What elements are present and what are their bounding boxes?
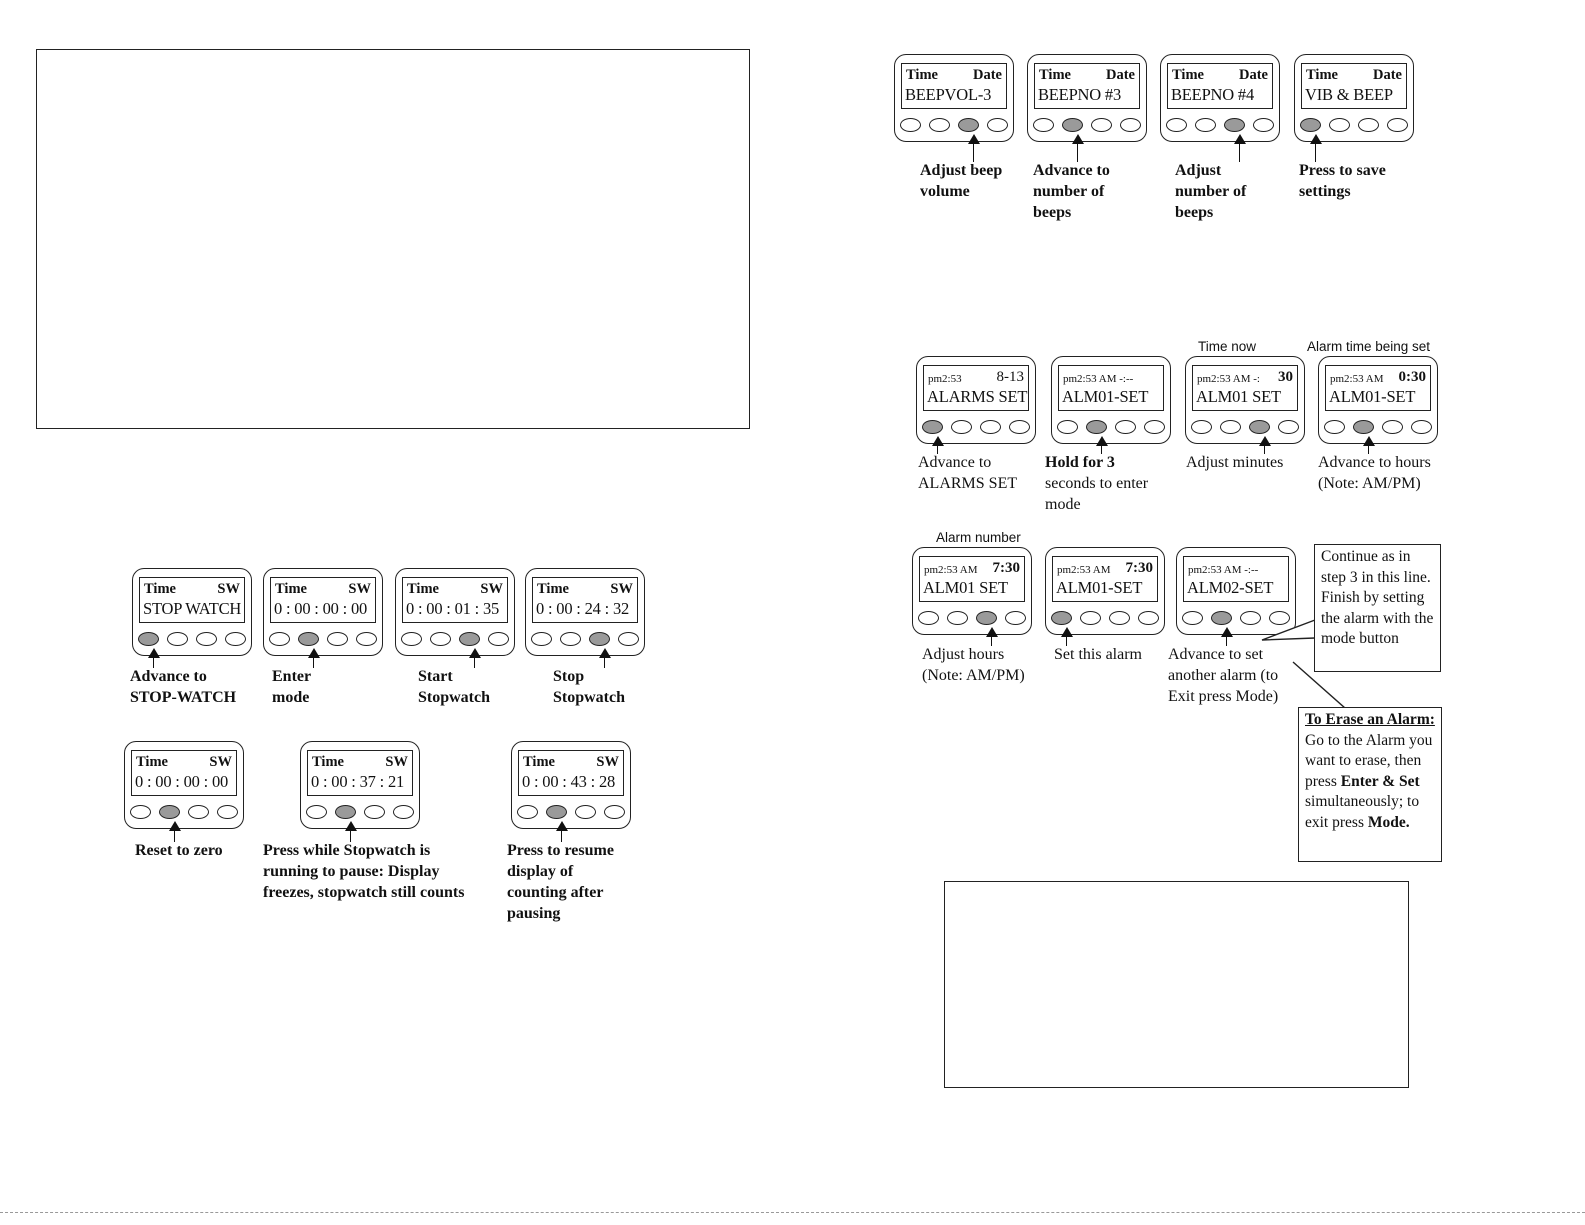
step-caption: Advance to STOP-WATCH xyxy=(130,668,237,706)
pointer-stem xyxy=(313,657,315,668)
lcd-top-left: Time xyxy=(312,754,344,770)
lcd-main-text: 0 : 00 : 43 : 28 xyxy=(522,772,616,791)
watch-button-4 xyxy=(1253,118,1274,132)
lcd-top-left: Time xyxy=(1306,67,1338,83)
lcd-top-left: pm2:53 AM -: xyxy=(1197,373,1260,385)
watch-display xyxy=(1160,54,1280,142)
lcd-top-right: SW xyxy=(385,754,408,770)
watch-button-1 xyxy=(1182,611,1203,625)
watch-button-4 xyxy=(618,632,639,646)
watch-display xyxy=(1176,547,1296,635)
watch-button-3 xyxy=(1358,118,1379,132)
watch-button-4 xyxy=(1387,118,1408,132)
watch-display xyxy=(395,568,515,656)
note-erase-mode: Mode. xyxy=(1367,813,1410,831)
lcd-screen xyxy=(901,63,1007,109)
lcd-main-text: 0 : 00 : 00 : 00 xyxy=(274,599,368,618)
blank-frame-bottom-right xyxy=(944,881,1409,1088)
watch-button-2 xyxy=(929,118,950,132)
note-erase-enter-set: Enter & Set xyxy=(1340,772,1420,790)
lcd-top-left: Time xyxy=(1039,67,1071,83)
lcd-top-left: pm2:53 xyxy=(928,373,962,385)
watch-button-3 xyxy=(1115,420,1136,434)
watch-button-1 xyxy=(1057,420,1078,434)
watch-button-4 xyxy=(393,805,414,819)
watch-button-4 xyxy=(1144,420,1165,434)
lcd-top-left: pm2:53 AM xyxy=(1330,373,1384,385)
watch-button-2 xyxy=(1220,420,1241,434)
lcd-top-right: SW xyxy=(217,581,240,597)
lcd-top-left: Time xyxy=(144,581,176,597)
lcd-main-text: 0 : 00 : 00 : 00 xyxy=(135,772,229,791)
lcd-top-left: pm2:53 AM -:-- xyxy=(1063,373,1134,385)
lcd-screen xyxy=(532,577,638,623)
lcd-top-left: pm2:53 AM xyxy=(924,564,978,576)
lcd-main-text: 0 : 00 : 24 : 32 xyxy=(536,599,630,618)
lcd-top-left: Time xyxy=(906,67,938,83)
lcd-screen xyxy=(1052,556,1158,602)
watch-button-3 xyxy=(196,632,217,646)
lcd-top-right: 7:30 xyxy=(1125,560,1153,576)
watch-button-2 xyxy=(298,632,319,646)
lcd-top-left: pm2:53 AM -:-- xyxy=(1188,564,1259,576)
lcd-main-text: VIB & BEEP xyxy=(1305,85,1393,104)
lcd-top-right: SW xyxy=(596,754,619,770)
lcd-top-right: 0:30 xyxy=(1398,369,1426,385)
watch-display xyxy=(1051,356,1171,444)
lcd-screen xyxy=(402,577,508,623)
watch-button-1 xyxy=(517,805,538,819)
lcd-top-right: 8-13 xyxy=(996,369,1024,385)
watch-button-4 xyxy=(1005,611,1026,625)
lcd-main-text: 0 : 00 : 01 : 35 xyxy=(406,599,500,618)
watch-button-4 xyxy=(225,632,246,646)
watch-button-4 xyxy=(1138,611,1159,625)
lcd-screen xyxy=(1325,365,1431,411)
watch-button-3 xyxy=(1249,420,1270,434)
lcd-top-left: pm2:53 AM xyxy=(1057,564,1111,576)
lcd-main-text: BEEPNO #3 xyxy=(1038,85,1121,104)
watch-button-2 xyxy=(1353,420,1374,434)
step-caption: Adjust minutes xyxy=(1186,454,1284,471)
step-caption: Press to save settings xyxy=(1299,162,1386,200)
lcd-top-right: SW xyxy=(209,754,232,770)
watch-button-4 xyxy=(1269,611,1290,625)
lcd-top-right: SW xyxy=(480,581,503,597)
watch-button-1 xyxy=(918,611,939,625)
watch-display xyxy=(124,741,244,829)
watch-button-3 xyxy=(1091,118,1112,132)
watch-button-2 xyxy=(546,805,567,819)
lcd-top-right: SW xyxy=(610,581,633,597)
lcd-main-text: ALM02-SET xyxy=(1187,578,1274,597)
watch-button-3 xyxy=(976,611,997,625)
watch-display xyxy=(1045,547,1165,635)
watch-button-3 xyxy=(1240,611,1261,625)
lcd-top-right: Date xyxy=(1239,67,1268,83)
step-caption: Hold for 3 seconds to enter mode xyxy=(1045,454,1149,513)
step-caption: Press while Stopwatch is running to pause: Display freezes, stopwatch still counts xyxy=(263,842,465,901)
blank-frame-top-left xyxy=(36,49,750,429)
watch-button-2 xyxy=(1086,420,1107,434)
lcd-top-right: Date xyxy=(973,67,1002,83)
watch-button-2 xyxy=(951,420,972,434)
lcd-top-right: SW xyxy=(348,581,371,597)
watch-button-2 xyxy=(167,632,188,646)
lcd-main-text: BEEPNO #4 xyxy=(1171,85,1254,104)
step-caption: Advance to number of beeps xyxy=(1033,162,1110,221)
watch-display xyxy=(1318,356,1438,444)
watch-display xyxy=(1027,54,1147,142)
label-time-now: Time now xyxy=(1198,339,1257,354)
watch-button-1 xyxy=(900,118,921,132)
lcd-main-text: ALM01-SET xyxy=(1056,578,1143,597)
watch-display xyxy=(1294,54,1414,142)
step-caption: Advance to ALARMS SET xyxy=(918,454,1018,492)
watch-button-2 xyxy=(1062,118,1083,132)
lcd-screen xyxy=(131,750,237,796)
watch-button-2 xyxy=(947,611,968,625)
lcd-top-left: Time xyxy=(1172,67,1204,83)
watch-button-1 xyxy=(922,420,943,434)
watch-button-3 xyxy=(1224,118,1245,132)
lcd-screen xyxy=(1192,365,1298,411)
watch-button-1 xyxy=(306,805,327,819)
watch-button-2 xyxy=(159,805,180,819)
watch-button-1 xyxy=(1033,118,1054,132)
lcd-top-left: Time xyxy=(275,581,307,597)
lcd-screen xyxy=(923,365,1029,411)
step-caption: Stop Stopwatch xyxy=(553,668,626,706)
step-caption: Set this alarm xyxy=(1054,646,1142,663)
lcd-screen xyxy=(1034,63,1140,109)
watch-button-3 xyxy=(575,805,596,819)
watch-button-1 xyxy=(138,632,159,646)
note-erase-text-1: Go to the Alarm you want to erase, then press xyxy=(1305,731,1433,790)
note-erase-alarm xyxy=(1298,707,1442,862)
lcd-screen xyxy=(1183,556,1289,602)
watch-button-1 xyxy=(401,632,422,646)
watch-button-1 xyxy=(1324,420,1345,434)
lcd-top-left: Time xyxy=(407,581,439,597)
watch-button-1 xyxy=(531,632,552,646)
lcd-main-text: ALM01-SET xyxy=(1329,387,1416,406)
lcd-screen xyxy=(1301,63,1407,109)
watch-button-1 xyxy=(1166,118,1187,132)
label-alarm-number: Alarm number xyxy=(936,530,1021,545)
step-caption: Adjust beep volume xyxy=(920,162,1003,200)
lcd-top-right: 30 xyxy=(1278,369,1293,385)
watch-button-4 xyxy=(356,632,377,646)
lcd-main-text: STOP WATCH xyxy=(143,599,242,618)
watch-button-3 xyxy=(327,632,348,646)
watch-display xyxy=(132,568,252,656)
step-caption: Adjust hours (Note: AM/PM) xyxy=(922,646,1025,684)
note-continue: Continue as in step 3 in this line. Finish by setting the alarm with the mode button xyxy=(1314,544,1441,672)
watch-button-2 xyxy=(335,805,356,819)
lcd-screen xyxy=(1058,365,1164,411)
step-caption: Advance to hours (Note: AM/PM) xyxy=(1318,454,1431,492)
watch-display xyxy=(511,741,631,829)
watch-display xyxy=(263,568,383,656)
watch-button-4 xyxy=(987,118,1008,132)
lcd-screen xyxy=(270,577,376,623)
watch-button-1 xyxy=(1300,118,1321,132)
watch-display xyxy=(1185,356,1305,444)
note-erase-title: To Erase an Alarm: xyxy=(1305,711,1435,728)
watch-button-2 xyxy=(560,632,581,646)
lcd-main-text: ALM01 SET xyxy=(1196,387,1281,406)
lcd-screen xyxy=(919,556,1025,602)
step-caption: Enter mode xyxy=(272,668,312,706)
step-caption: Advance to set another alarm (to Exit press Mode) xyxy=(1168,646,1279,705)
watch-button-4 xyxy=(1009,420,1030,434)
lcd-top-left: Time xyxy=(537,581,569,597)
lcd-main-text: 0 : 00 : 37 : 21 xyxy=(311,772,405,791)
watch-button-4 xyxy=(1120,118,1141,132)
watch-button-3 xyxy=(980,420,1001,434)
watch-button-4 xyxy=(604,805,625,819)
note-erase-text-2: simultaneously; to exit press xyxy=(1305,793,1420,831)
lcd-top-right: Date xyxy=(1106,67,1135,83)
watch-display xyxy=(916,356,1036,444)
watch-button-3 xyxy=(958,118,979,132)
watch-display xyxy=(912,547,1032,635)
lcd-main-text: ALM01-SET xyxy=(1062,387,1149,406)
watch-button-4 xyxy=(1411,420,1432,434)
watch-button-3 xyxy=(589,632,610,646)
watch-button-4 xyxy=(1278,420,1299,434)
step-caption: Start Stopwatch xyxy=(418,668,491,706)
watch-button-1 xyxy=(130,805,151,819)
lcd-main-text: ALARMS SET xyxy=(927,387,1028,406)
watch-button-2 xyxy=(1329,118,1350,132)
lcd-main-text: ALM01 SET xyxy=(923,578,1008,597)
lcd-screen xyxy=(1167,63,1273,109)
step-caption: Adjust number of beeps xyxy=(1175,162,1247,221)
step-caption: Reset to zero xyxy=(135,842,223,859)
lcd-screen xyxy=(307,750,413,796)
watch-button-3 xyxy=(459,632,480,646)
watch-display xyxy=(894,54,1014,142)
watch-button-3 xyxy=(1109,611,1130,625)
page-edge-line xyxy=(0,1212,1585,1213)
lcd-top-left: Time xyxy=(523,754,555,770)
watch-button-1 xyxy=(1051,611,1072,625)
watch-button-3 xyxy=(364,805,385,819)
watch-button-2 xyxy=(1195,118,1216,132)
lcd-main-text: BEEPVOL-3 xyxy=(905,85,992,104)
step-caption: Press to resume display of counting after pausing xyxy=(507,842,614,922)
watch-display xyxy=(525,568,645,656)
lcd-screen xyxy=(139,577,245,623)
watch-button-4 xyxy=(488,632,509,646)
watch-button-3 xyxy=(1382,420,1403,434)
lcd-top-left: Time xyxy=(136,754,168,770)
lcd-top-right: Date xyxy=(1373,67,1402,83)
label-alarm-time-being-set: Alarm time being set xyxy=(1307,339,1431,354)
watch-display xyxy=(300,741,420,829)
lcd-top-right: 7:30 xyxy=(992,560,1020,576)
watch-button-1 xyxy=(269,632,290,646)
watch-button-3 xyxy=(188,805,209,819)
watch-button-2 xyxy=(1211,611,1232,625)
watch-button-2 xyxy=(1080,611,1101,625)
watch-button-1 xyxy=(1191,420,1212,434)
watch-button-4 xyxy=(217,805,238,819)
lcd-screen xyxy=(518,750,624,796)
watch-button-2 xyxy=(430,632,451,646)
